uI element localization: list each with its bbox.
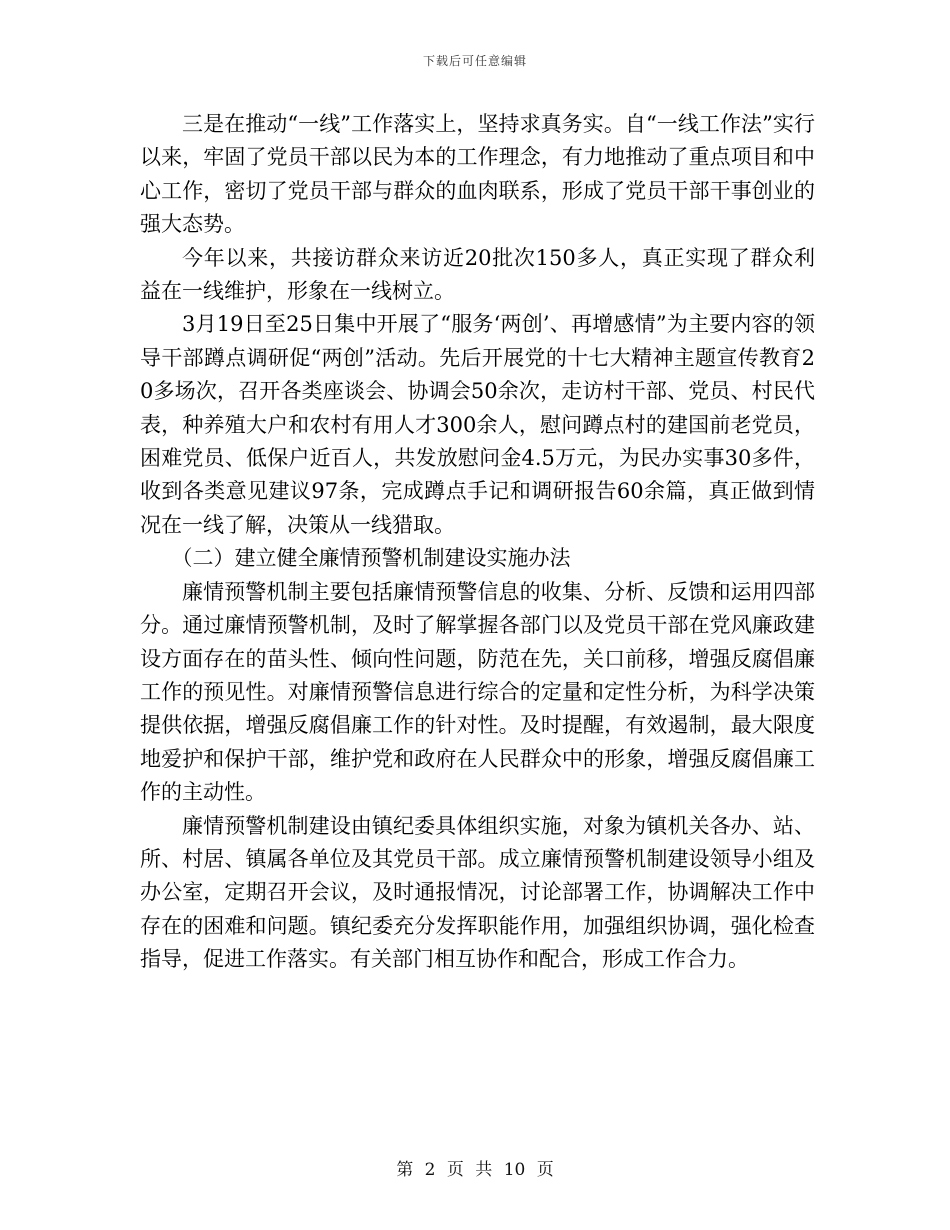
paragraph-warning-mechanism: 廉情预警机制主要包括廉情预警信息的收集、分析、反馈和运用四部分。通过廉情预警机制，及时了解掌握各部门以及党员干部在党风廉政建设方面存在的苗头性、倾向性问题，防范在先，关口前移，增强反腐倡廉工作的预见性。对廉情预警信息进行综合的定量和定性分析，为科学决策提供依据，增强反腐倡廉工作的针对性。及时提醒，有效遏制，最大限度地爱护和保护干部，维护党和政府在人民群众中的形象，增强反腐倡廉工作的主动性。 [140,579,815,805]
paragraph-research-activity: 3月19日至25日集中开展了“服务‘两创’、再增感情”为主要内容的领导干部蹲点调研促“两创”活动。先后开展党的十七大精神主题宣传教育20多场次，召开各类座谈会、协调会50余次，走访村干部、党员、村民代表，种养殖大户和农村有用人才300余人，慰问蹲点村的建国前老党员，困难党员、低保户近百人，共发放慰问金4.5万元，为民办实事30多件，收到各类意见建议97条，完成蹲点手记和调研报告60余篇，真正做到情况在一线了解，决策从一线猎取。 [140,312,815,537]
page-header: 下载后可任意编辑 [422,54,527,68]
paragraph-frontline-work: 三是在推动“一线”工作落实上，坚持求真务实。自“一线工作法”实行以来，牢固了党员干部以民为本的工作理念，有力地推动了重点项目和中心工作，密切了党员干部与群众的血肉联系，形成了党员干部干事创业的强大态势。 [140,112,815,237]
section-heading: （二）建立健全廉情预警机制建设实施办法 [171,546,571,571]
paragraph-visits: 今年以来，共接访群众来访近20批次150多人，真正实现了群众利益在一线维护，形象在一线树立。 [140,245,815,304]
page-number: 第 2 页 共 10 页 [396,1160,554,1180]
document-body [140,108,815,977]
paragraph-implementation: 廉情预警机制建设由镇纪委具体组织实施，对象为镇机关各办、站、所、村居、镇属各单位及其党员干部。成立廉情预警机制建设领导小组及办公室，定期召开会议，及时通报情况，讨论部署工作，协调解决工作中存在的困难和问题。镇纪委充分发挥职能作用，加强组织协调，强化检查指导，促进工作落实。有关部门相互协作和配合，形成工作合力。 [140,813,815,972]
